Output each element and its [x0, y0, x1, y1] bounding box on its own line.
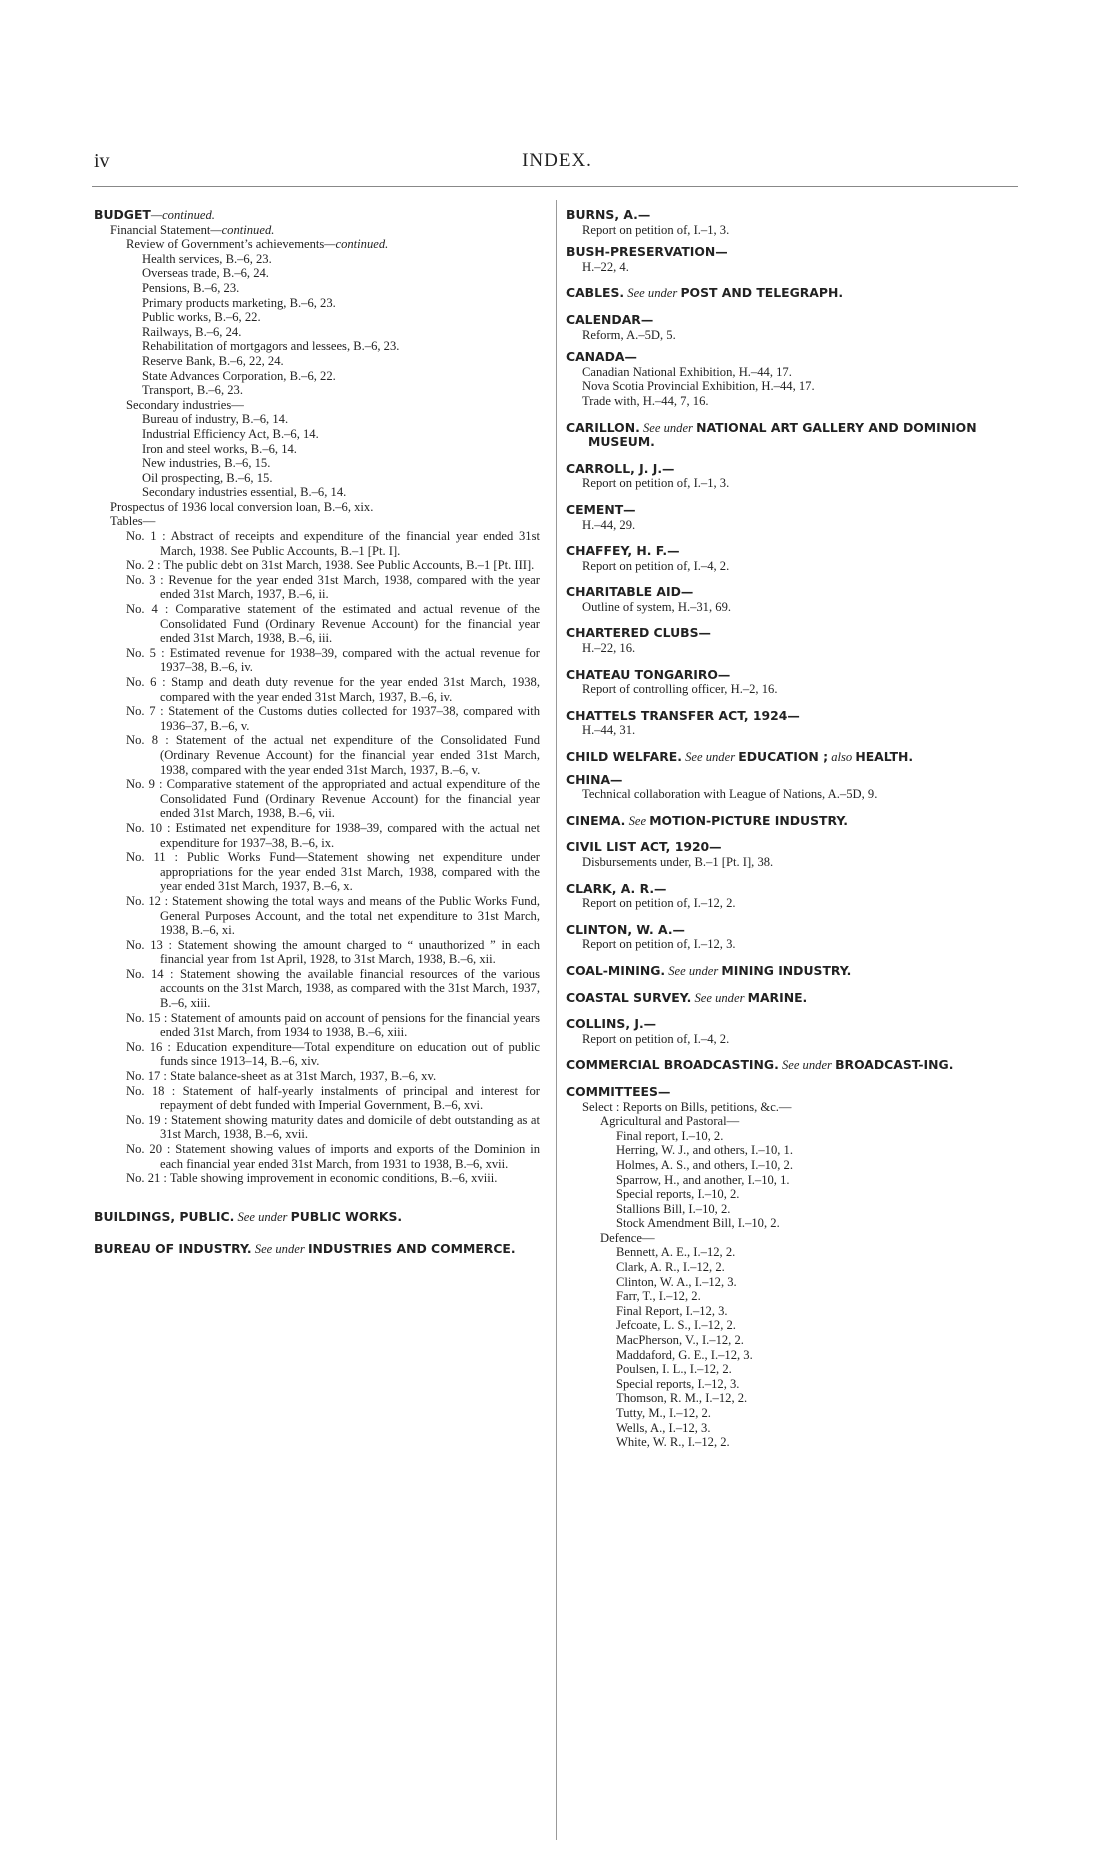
- table-entry: No. 18 : Statement of half-yearly instalments of principal and interest for repayment of debt funded with Imperial Government, B.–6, xvi.: [126, 1083, 540, 1113]
- index-line: Secondary industries essential, B.–6, 14.: [142, 485, 347, 500]
- cement-entry: CEMENT— H.–44, 29.: [566, 501, 636, 532]
- committee-line: Holmes, A. S., and others, I.–10, 2.: [616, 1157, 794, 1172]
- secondary-industries-heading: Secondary industries—: [126, 397, 244, 412]
- committee-line: Special reports, I.–10, 2.: [616, 1187, 740, 1202]
- committee-line: Thomson, R. M., I.–12, 2.: [616, 1391, 748, 1406]
- coastal-survey-entry: COASTAL SURVEY. See under MARINE.: [566, 989, 808, 1005]
- left-column: [94, 208, 540, 1257]
- index-line: Rehabilitation of mortgagors and lessees, B.–6, 23.: [142, 339, 400, 354]
- committee-line: Poulsen, I. L., I.–12, 2.: [616, 1362, 732, 1377]
- committee-line: Stock Amendment Bill, I.–10, 2.: [616, 1216, 780, 1231]
- committees-entry: COMMITTEES— Select : Reports on Bills, petitions, &c.— Agricultural and Pastoral— Final report, I.–10, 2. Herring, W. J., and others, I.–10, 1. Holmes, A. S., and others, I.–10, 2. Sparrow, H., and another, I.–10, 1. Special reports, I.–10, 2. Stallions Bill, I.–10, 2. Stock Amendment Bill, I.–10, 2. Defence— Bennett, A. E., I.–12, 2. Clark, A. R., I.–12, 2. Clinton, W. A., I.–12, 3. Farr, T., I.–12, 2. Final Report, I.–12, 3. Jefcoate, L. S., I.–12, 2. MacPherson, V., I.–12, 2. Maddaford, G. E., I.–12, 3. Poulsen, I. L., I.–12, 2. Special reports, I.–12, 3. Thomson, R. M., I.–12, 2. Tutty, M., I.–12, 2. Wells, A., I.–12, 3. White, W. R., I.–12, 2.: [566, 1085, 1020, 1450]
- burns-entry: BURNS, A.— Report on petition of, I.–1, 3.: [566, 207, 730, 237]
- committee-line: Sparrow, H., and another, I.–10, 1.: [616, 1172, 790, 1187]
- index-line: Overseas trade, B.–6, 24.: [142, 266, 269, 281]
- index-line: Oil prospecting, B.–6, 15.: [142, 470, 273, 485]
- index-line: Health services, B.–6, 23.: [142, 251, 272, 266]
- table-entry: No. 13 : Statement showing the amount charged to “ unauthorized ” in each financial year from 1st April, 1928, to 31st March, 1938, B.–6, xii.: [126, 937, 540, 967]
- committee-line: Herring, W. J., and others, I.–10, 1.: [616, 1143, 793, 1158]
- tables-heading: Tables—: [110, 514, 156, 529]
- page-number: iv: [94, 150, 110, 172]
- chartered-clubs-entry: CHARTERED CLUBS— H.–22, 16.: [566, 625, 711, 656]
- table-entry: No. 12 : Statement showing the total ways and means of the Public Works Fund, General Purposes Account, and the total net expenditure to 31st March, 1938, B.–6, xi.: [126, 893, 540, 938]
- committee-line: Jefcoate, L. S., I.–12, 2.: [616, 1318, 736, 1333]
- index-line: Transport, B.–6, 23.: [142, 383, 243, 398]
- index-line: Pensions, B.–6, 23.: [142, 280, 240, 295]
- table-entry: No. 15 : Statement of amounts paid on account of pensions for the financial years ended 31st March, from 1934 to 1938, B.–6, xiii.: [126, 1010, 540, 1040]
- civil-list-entry: CIVIL LIST ACT, 1920— Disbursements under, B.–1 [Pt. I], 38.: [566, 839, 774, 869]
- header-rule: [92, 186, 1018, 187]
- committee-line: Tutty, M., I.–12, 2.: [616, 1406, 711, 1420]
- committee-line: Wells, A., I.–12, 3.: [616, 1420, 711, 1435]
- table-entry: No. 2 : The public debt on 31st March, 1938. See Public Accounts, B.–1 [Pt. III].: [126, 558, 535, 573]
- table-entry: No. 7 : Statement of the Customs duties collected for 1937–38, compared with 1936–37, B.–6, v.: [126, 704, 540, 733]
- carroll-entry: CARROLL, J. J.— Report on petition of, I.–1, 3.: [566, 460, 730, 491]
- page-title: INDEX.: [522, 150, 592, 171]
- committee-line: Special reports, I.–12, 3.: [616, 1376, 740, 1391]
- table-entry: No. 6 : Stamp and death duty revenue for the year ended 31st March, 1938, compared with the year ended 31st March, 1937, B.–6, iv.: [126, 675, 540, 704]
- review-heading: Review of Government’s achievements—continued.: [126, 237, 389, 252]
- bush-preservation-entry: BUSH-PRESERVATION— H.–22, 4.: [566, 244, 728, 274]
- committee-line: Bennett, A. E., I.–12, 2.: [616, 1245, 736, 1260]
- table-entry: No. 14 : Statement showing the available financial resources of the various accounts on the 31st March, 1938, as compared with the 31st March, 1937, B.–6, xiii.: [126, 966, 540, 1011]
- collins-entry: COLLINS, J.— Report on petition of, I.–4, 2.: [566, 1016, 730, 1046]
- committee-line: Maddaford, G. E., I.–12, 3.: [616, 1347, 753, 1362]
- bureau-entry: BUREAU OF INDUSTRY. See under INDUSTRIES AND COMMERCE.: [94, 1241, 516, 1257]
- prospectus-line: Prospectus of 1936 local conversion loan, B.–6, xix.: [110, 499, 374, 514]
- committee-line: Final report, I.–10, 2.: [616, 1128, 724, 1143]
- table-entry: No. 21 : Table showing improvement in economic conditions, B.–6, xviii.: [126, 1171, 498, 1186]
- committee-line: MacPherson, V., I.–12, 2.: [616, 1333, 744, 1348]
- table-entry: No. 8 : Statement of the actual net expenditure of the Consolidated Fund (Ordinary Revenue Account) for the financial year ended 31st March, 1938, compared with the year ended 31st March, 1937, B.–6, v.: [126, 733, 540, 777]
- table-entry: No. 10 : Estimated net expenditure for 1938–39, compared with the actual net expenditure for 1937–38, B.–6, ix.: [126, 820, 540, 850]
- child-welfare-entry: CHILD WELFARE. See under EDUCATION ; also HEALTH.: [566, 749, 914, 765]
- carillon-entry: CARILLON. See under NATIONAL ART GALLERY AND DOMINION MUSEUM.: [566, 419, 977, 450]
- china-entry: CHINA— Technical collaboration with League of Nations, A.–5D, 9.: [566, 771, 878, 802]
- clark-entry: CLARK, A. R.— Report on petition of, I.–12, 2.: [566, 880, 736, 911]
- chaffey-entry: CHAFFEY, H. F.— Report on petition of, I.–4, 2.: [566, 543, 730, 573]
- committee-line: Clinton, W. A., I.–12, 3.: [616, 1274, 737, 1289]
- table-entry: No. 20 : Statement showing values of imports and exports of the Dominion in each financial year ended 31st March, from 1931 to 1938, B.–6, xvii.: [126, 1142, 540, 1171]
- table-entry: No. 16 : Education expenditure—Total expenditure on education out of public funds since 1913–14, B.–6, xiv.: [126, 1039, 540, 1069]
- committee-line: Stallions Bill, I.–10, 2.: [616, 1201, 731, 1216]
- index-line: Reserve Bank, B.–6, 22, 24.: [142, 353, 284, 368]
- committee-line: Final Report, I.–12, 3.: [616, 1303, 728, 1318]
- table-entry: No. 4 : Comparative statement of the estimated and actual revenue of the Consolidated Fund (Ordinary Revenue Account) for the financial year ended 31st March, 1938, B.–6, iii.: [126, 602, 540, 646]
- table-entry: No. 9 : Comparative statement of the appropriated and actual expenditure of the Consolidated Fund (Ordinary Revenue Account) for the financial year ended 31st March, 1938, B.–6, vii.: [126, 777, 540, 821]
- coal-mining-entry: COAL-MINING. See under MINING INDUSTRY.: [566, 962, 852, 978]
- committee-line: Farr, T., I.–12, 2.: [616, 1289, 701, 1304]
- right-column: [566, 208, 1020, 1450]
- financial-statement-heading: Financial Statement—continued.: [110, 222, 275, 237]
- index-line: Industrial Efficiency Act, B.–6, 14.: [142, 426, 319, 441]
- calendar-entry: CALENDAR— Reform, A.–5D, 5.: [566, 311, 676, 342]
- index-line: Primary products marketing, B.–6, 23.: [142, 295, 336, 310]
- table-entry: No. 19 : Statement showing maturity dates and domicile of debt outstanding as at 31st March, 1938, B.–6, xvii.: [126, 1112, 540, 1142]
- budget-heading: BUDGET—continued.: [94, 207, 215, 222]
- index-line: Bureau of industry, B.–6, 14.: [142, 412, 289, 427]
- clinton-entry: CLINTON, W. A.— Report on petition of, I.–12, 3.: [566, 921, 736, 952]
- index-line: New industries, B.–6, 15.: [142, 456, 271, 471]
- table-entry: No. 17 : State balance-sheet as at 31st March, 1937, B.–6, xv.: [126, 1069, 437, 1084]
- table-entry: No. 3 : Revenue for the year ended 31st March, 1938, compared with the year ended 31st March, 1937, B.–6, ii.: [126, 572, 540, 602]
- cables-entry: CABLES. See under POST AND TELEGRAPH.: [566, 285, 844, 301]
- committee-line: White, W. R., I.–12, 2.: [616, 1435, 730, 1450]
- cinema-entry: CINEMA. See MOTION-PICTURE INDUSTRY.: [566, 812, 848, 828]
- index-line: Iron and steel works, B.–6, 14.: [142, 441, 297, 456]
- table-entry: No. 1 : Abstract of receipts and expenditure of the financial year ended 31st March, 1938. See Public Accounts, B.–1 [Pt. I].: [126, 529, 540, 558]
- table-entry: No. 5 : Estimated revenue for 1938–39, compared with the actual revenue for 1937–38, B.–6, iv.: [126, 645, 540, 675]
- index-line: Public works, B.–6, 22.: [142, 310, 261, 325]
- canada-entry: CANADA— Canadian National Exhibition, H.–44, 17. Nova Scotia Provincial Exhibition, H.–44, 17. Trade with, H.–44, 7, 16.: [566, 349, 815, 408]
- charitable-aid-entry: CHARITABLE AID— Outline of system, H.–31, 69.: [566, 584, 732, 614]
- committee-line: Clark, A. R., I.–12, 2.: [616, 1260, 725, 1275]
- chateau-tongariro-entry: CHATEAU TONGARIRO— Report of controlling officer, H.–2, 16.: [566, 666, 778, 697]
- index-line: State Advances Corporation, B.–6, 22.: [142, 368, 336, 383]
- buildings-entry: BUILDINGS, PUBLIC. See under PUBLIC WORKS.: [94, 1208, 403, 1224]
- chattels-entry: CHATTELS TRANSFER ACT, 1924— H.–44, 31.: [566, 707, 800, 738]
- column-divider: [556, 200, 557, 1840]
- index-line: Railways, B.–6, 24.: [142, 324, 242, 339]
- table-entry: No. 11 : Public Works Fund—Statement showing net expenditure under appropriations for the year ended 31st March, 1938, compared with the year ended 31st March, 1937, B.–6, x.: [126, 850, 540, 894]
- commercial-broadcasting-entry: COMMERCIAL BROADCASTING. See under BROADCAST-ING.: [566, 1057, 954, 1073]
